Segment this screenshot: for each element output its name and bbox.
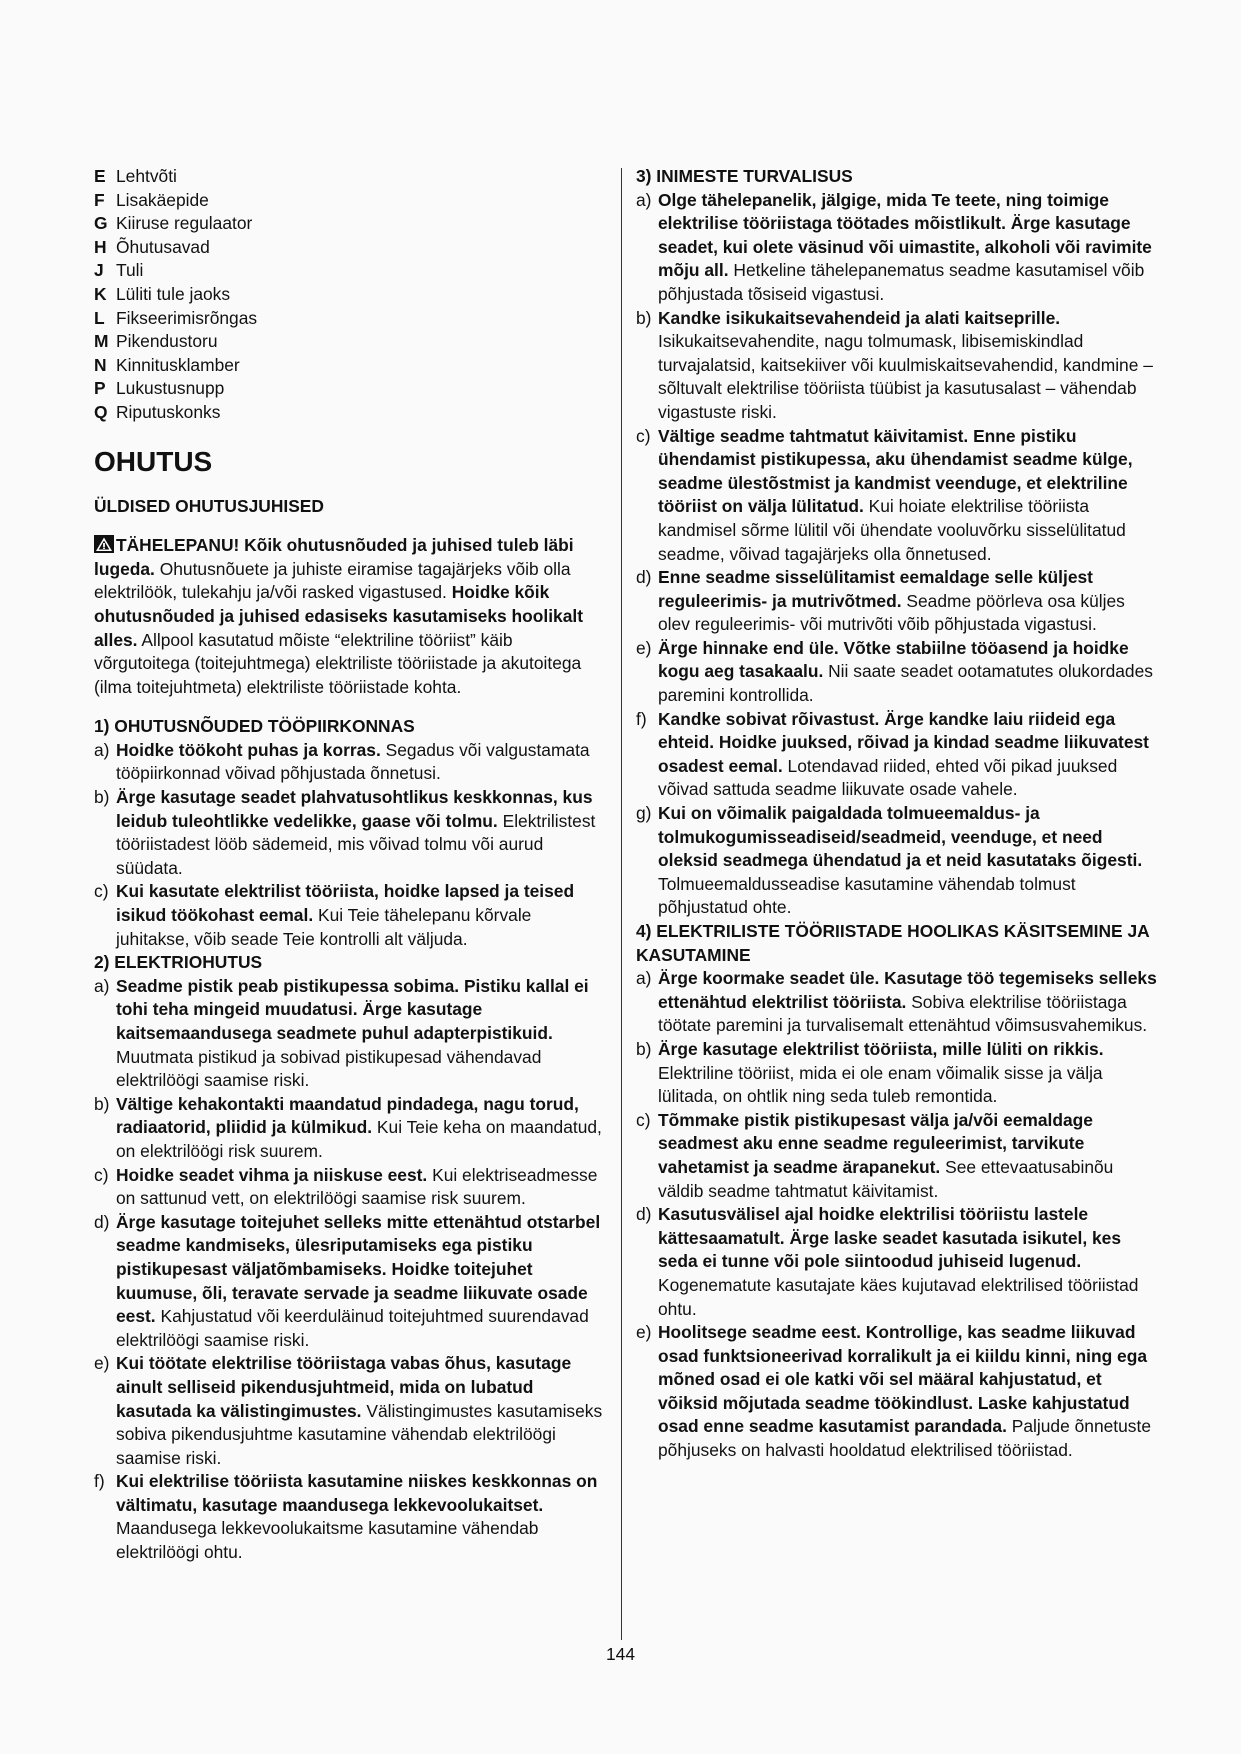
list-item: [94, 1352, 606, 1470]
legend-item: [94, 165, 606, 189]
item-bold-text: Tõmmake pistik pistikupesast välja ja/või eemaldage seadmest aku enne seadme reguleerimist, tarvikute vahetamist ja seadme ärapanekut.: [658, 1109, 1093, 1177]
list-item: [636, 1038, 1158, 1109]
item-bold-text: Enne seadme sisselülitamist eemaldage selle küljest reguleerimis- ja mutrivõtmed.: [658, 567, 1093, 611]
section-heading: 2) ELEKTRIOHUTUS: [94, 952, 263, 973]
item-bold-text: Ärge koormake seadet üle. Kasutage töö tegemiseks selleks ettenähtud elektrilist tööriista.: [658, 968, 1157, 1012]
item-label: b): [636, 307, 652, 328]
item-label: a): [636, 968, 652, 989]
legend-key: H: [94, 236, 107, 257]
item-bold-text: Kui on võimalik paigaldada tolmueemaldus- ja tolmukogumisseadiseid/seadmeid, veenduge, et need oleksid seadmega ühendatud ja et neid kasutataks õigesti.: [658, 803, 1143, 871]
legend-label: Kiiruse regulaator: [116, 213, 253, 234]
item-bold-text: Olge tähelepanelik, jälgige, mida Te teete, ning toimige elektrilise tööriistaga töötades mõistlikult. Ärge kasutage seadet, kui olete väsinud või uimastite, alkoholi või ravimite mõju all.: [658, 189, 1152, 281]
item-bold-text: Kui kasutate elektrilist tööriista, hoidke lapsed ja teised isikud töökohast eemal.: [116, 881, 575, 926]
warning-bold-2: Hoidke kõik ohutusnõuded ja juhised edasiseks kasutamiseks hoolikalt alles.: [94, 582, 584, 650]
list-item: [636, 425, 1158, 567]
item-label: g): [636, 803, 652, 824]
list-item: [94, 739, 606, 786]
legend-label: Lisakäepide: [116, 189, 209, 210]
item-bold-text: Hoidke seadet vihma ja niiskuse eest.: [116, 1164, 428, 1185]
legend-label: Tuli: [116, 260, 144, 281]
item-bold-text: Ärge kasutage elektrilist tööriista, mille lüliti on rikkis.: [658, 1038, 1104, 1059]
item-bold-text: Kandke sobivat rõivastust. Ärge kandke laiu riideid ega ehteid. Hoidke juuksed, rõivad ja kindad seadme liikuvatest osadest eemal.: [658, 708, 1149, 776]
parts-legend: [94, 165, 606, 425]
legend-key: F: [94, 189, 105, 210]
legend-item: [94, 330, 606, 354]
item-text: Kahjustatud või keerduläinud toitejuhtmed suurendavad elektrilöögi saamise riski.: [116, 1306, 589, 1350]
warning-paragraph: [94, 534, 606, 699]
warning-text-2: Allpool kasutatud mõiste “elektriline tööriist” käib võrgutoitega (toitejuhtmega) elektriliste tööriistade ja akutoitega (ilma toitejuhtmeta) elektriliste tööriistade kohta.: [94, 629, 582, 697]
list-item: [94, 975, 606, 1093]
column-divider: [621, 168, 622, 1640]
legend-label: Õhutusavad: [116, 236, 210, 257]
item-bold-text: Vältige kehakontakti maandatud pindadega, nagu torud, radiaatorid, pliidid ja külmikud.: [116, 1093, 579, 1138]
list-item: [636, 566, 1158, 637]
item-bold-text: Vältige seadme tahtmatut käivitamist. Enne pistiku ühendamist pistikupessa, aku ühendamist seadme külge, seadme ülestõstmist ja kandmist veenduge, et elektriline tööriist on välja lülitatud.: [658, 425, 1133, 517]
general-heading: ÜLDISED OHUTUSJUHISED: [94, 495, 324, 516]
item-text: Kogenematute kasutajate käes kujutavad elektrilised tööriistad ohtu.: [658, 1274, 1139, 1319]
item-text: Maandusega lekkevoolukaitsme kasutamine vähendab elektrilöögi ohtu.: [116, 1518, 539, 1563]
legend-item: [94, 307, 606, 331]
item-text: Kui Teie tähelepanu kõrvale juhitakse, võib seade Teie kontrolli alt väljuda.: [116, 905, 532, 949]
list-item: [636, 307, 1158, 425]
item-bold-text: Ärge kasutage seadet plahvatusohtlikus keskkonnas, kus leidub tuleohtlikke vedelikke, gaase või tolmu.: [116, 787, 593, 831]
section-title: OHUTUS: [94, 445, 213, 477]
list-item: [636, 1321, 1158, 1463]
legend-item: [94, 401, 606, 425]
page-number: 144: [605, 1644, 635, 1664]
item-label: f): [636, 708, 647, 729]
legend-key: M: [94, 331, 109, 352]
item-text: See ettevaatusabinõu väldib seadme tahtmatut käivitamist.: [658, 1156, 1114, 1201]
legend-label: Kinnitusklamber: [116, 354, 240, 375]
item-text: Lotendavad riided, ehted või pikad juuksed võivad sattuda seadme liikuvate osade vahele.: [658, 755, 1118, 800]
item-text: Välistingimustes kasutamiseks sobiva pikendusjuhtme kasutamine vähendab elektrilöögi saamise riski.: [116, 1400, 603, 1468]
item-bold-text: Seadme pistik peab pistikupessa sobima. Pistiku kallal ei tohi teha mingeid muudatusi. Ärge kasutage kaitsemaandusega seadmete puhul adapterpistikuid.: [116, 975, 589, 1043]
legend-label: Fikseerimisrõngas: [116, 307, 258, 328]
section-heading: 3) INIMESTE TURVALISUS: [636, 166, 853, 186]
list-item: [94, 1093, 606, 1164]
legend-label: Lukustusnupp: [116, 378, 225, 399]
warning-text-1: Ohutusnõuete ja juhiste eiramise tagajärjeks võib olla elektrilöök, tulekahju ja/või rasked vigastused.: [94, 558, 571, 603]
right-column: [636, 165, 1158, 1463]
item-text: Elektriline tööriist, mida ei ole enam võimalik sisse ja välja lülitada, on ohtlik ning seda tuleb remontida.: [658, 1062, 1103, 1107]
item-text: Kui Teie keha on maandatud, on elektrilöögi risk suurem.: [116, 1117, 602, 1161]
legend-item: [94, 259, 606, 283]
list-item: [636, 189, 1158, 307]
item-label: c): [94, 881, 109, 902]
list-item: [94, 1164, 606, 1211]
legend-key: K: [94, 283, 107, 304]
list-item: [636, 967, 1158, 1038]
item-bold-text: Kandke isikukaitsevahendeid ja alati kaitseprille.: [658, 307, 1061, 328]
legend-label: Riputuskonks: [116, 401, 221, 422]
item-text: Sobiva elektrilise tööriistaga töötate paremini ja turvalisemalt ettenähtud võimsusvahemikus.: [658, 991, 1148, 1036]
legend-label: Pikendustoru: [116, 331, 218, 352]
section-heading: 1) OHUTUSNÕUDED TÖÖPIIRKONNAS: [94, 716, 415, 737]
list-item: [94, 786, 606, 880]
item-label: e): [94, 1353, 110, 1374]
legend-label: Lehtvõti: [116, 166, 177, 186]
item-label: c): [94, 1164, 109, 1185]
item-text: Isikukaitsevahendite, nagu tolmumask, libisemiskindlad turvajalatsid, kaitsekiiver või kuulmiskaitsevahendid, kandmine – sõltuvalt elektrilise tööriista tüübist ja kasutusalast – vähendab vigastuste riski.: [658, 331, 1153, 422]
legend-item: [94, 377, 606, 401]
legend-key: L: [94, 307, 105, 328]
legend-item: [94, 212, 606, 236]
item-label: a): [636, 189, 652, 210]
legend-label: Lüliti tule jaoks: [116, 283, 231, 304]
legend-item: [94, 236, 606, 260]
legend-item: [94, 354, 606, 378]
item-label: d): [94, 1211, 110, 1232]
item-label: e): [636, 1322, 652, 1343]
list-item: [636, 637, 1158, 708]
legend-key: E: [94, 166, 106, 186]
list-item: [94, 1211, 606, 1353]
item-text: Seadme pöörleva osa küljes olev reguleerimis- või mutrivõti võib põhjustada vigastusi.: [658, 590, 1125, 635]
item-label: f): [94, 1471, 105, 1492]
item-label: a): [94, 975, 110, 996]
legend-key: Q: [94, 401, 108, 422]
item-text: Nii saate seadet ootamatutes olukordades paremini kontrollida.: [658, 661, 1153, 706]
item-text: Paljude õnnetuste põhjuseks on halvasti hooldatud elektrilised tööriistad.: [658, 1416, 1152, 1461]
item-label: a): [94, 739, 110, 760]
left-column: [94, 165, 606, 1565]
item-bold-text: Kui töötate elektrilise tööriistaga vabas õhus, kasutage ainult selliseid pikendusjuhtmeid, mida on lubatud kasutada ka välistingimustes.: [116, 1353, 572, 1421]
list-item: [636, 1109, 1158, 1203]
item-label: c): [636, 1109, 651, 1130]
list-item: [636, 802, 1158, 920]
item-label: d): [636, 1204, 652, 1225]
legend-key: J: [94, 260, 104, 281]
warning-triangle-icon: [94, 535, 114, 553]
item-label: e): [636, 637, 652, 658]
item-label: b): [94, 1093, 110, 1114]
list-item: [94, 880, 606, 951]
item-bold-text: Hoidke töökoht puhas ja korras.: [116, 739, 381, 760]
item-text: Muutmata pistikud ja sobivad pistikupesad vähendavad elektrilöögi saamise riski.: [116, 1046, 542, 1091]
list-item: [94, 1470, 606, 1564]
item-text: Kui elektriseadmesse on sattunud vett, on elektrilöögi saamise risk suurem.: [116, 1164, 598, 1209]
list-item: [636, 708, 1158, 802]
item-text: Kui hoiate elektrilise tööriista kandmisel sõrme lülitil või ühendate vooluvõrku sisselülitatud seadme, võivad tagajärjeks olla õnnetused.: [658, 496, 1126, 564]
legend-key: P: [94, 378, 106, 399]
legend-key: N: [94, 354, 107, 375]
item-text: Hetkeline tähelepanematus seadme kasutamisel võib põhjustada tõsiseid vigastusi.: [658, 260, 1145, 304]
list-item: [636, 1203, 1158, 1321]
item-bold-text: Hoolitsege seadme eest. Kontrollige, kas seadme liikuvad osad funktsioneerivad korralikult ja ei kiildu kinni, ning ega mõned osad ei ole katki või sel määral kahjustatud, et võiksid mõjutada seadme töökindlust. Laske kahjustatud osad enne seadme kasutamist parandada.: [658, 1322, 1147, 1437]
item-text: Segadus või valgustamata tööpiirkonnad võivad põhjustada õnnetusi.: [116, 739, 590, 784]
item-text: Tolmueemaldusseadise kasutamine vähendab tolmust põhjustatud ohte.: [658, 873, 1076, 918]
warning-bold-1: TÄHELEPANU! Kõik ohutusnõuded ja juhised tuleb läbi lugeda.: [94, 535, 574, 579]
section-heading: 4) ELEKTRILISTE TÖÖRIISTADE HOOLIKAS KÄSITSEMINE JA KASUTAMINE: [636, 921, 1150, 965]
item-label: d): [636, 567, 652, 588]
item-label: c): [636, 425, 651, 446]
legend-item: [94, 283, 606, 307]
legend-item: [94, 189, 606, 213]
legend-key: G: [94, 213, 108, 234]
item-label: b): [636, 1038, 652, 1059]
item-bold-text: Ärge kasutage toitejuhet selleks mitte ettenähtud otstarbel seadme kandmiseks, ülesriputamiseks ega pistiku pistikupesast väljatõmbamiseks. Hoidke toitejuhet kuumuse, õli, teravate servade ja seadme liikuvate osade eest.: [116, 1211, 601, 1327]
item-bold-text: Kui elektrilise tööriista kasutamine niiskes keskkonnas on vältimatu, kasutage maandusega lekkevoolukaitset.: [116, 1471, 598, 1515]
item-bold-text: Kasutusvälisel ajal hoidke elektrilisi tööriistu lastele kättesaamatult. Ärge laske seadet kasutada isikutel, kes seda ei tunne või pole siintoodud juhiseid lugenud.: [658, 1204, 1122, 1272]
item-text: Elektrilistest tööriistadest lööb sädemeid, mis võivad tolmu või aurud süüdata.: [116, 810, 596, 878]
item-bold-text: Ärge hinnake end üle. Võtke stabiilne tööasend ja hoidke kogu aeg tasakaalu.: [658, 637, 1129, 682]
item-label: b): [94, 787, 110, 808]
